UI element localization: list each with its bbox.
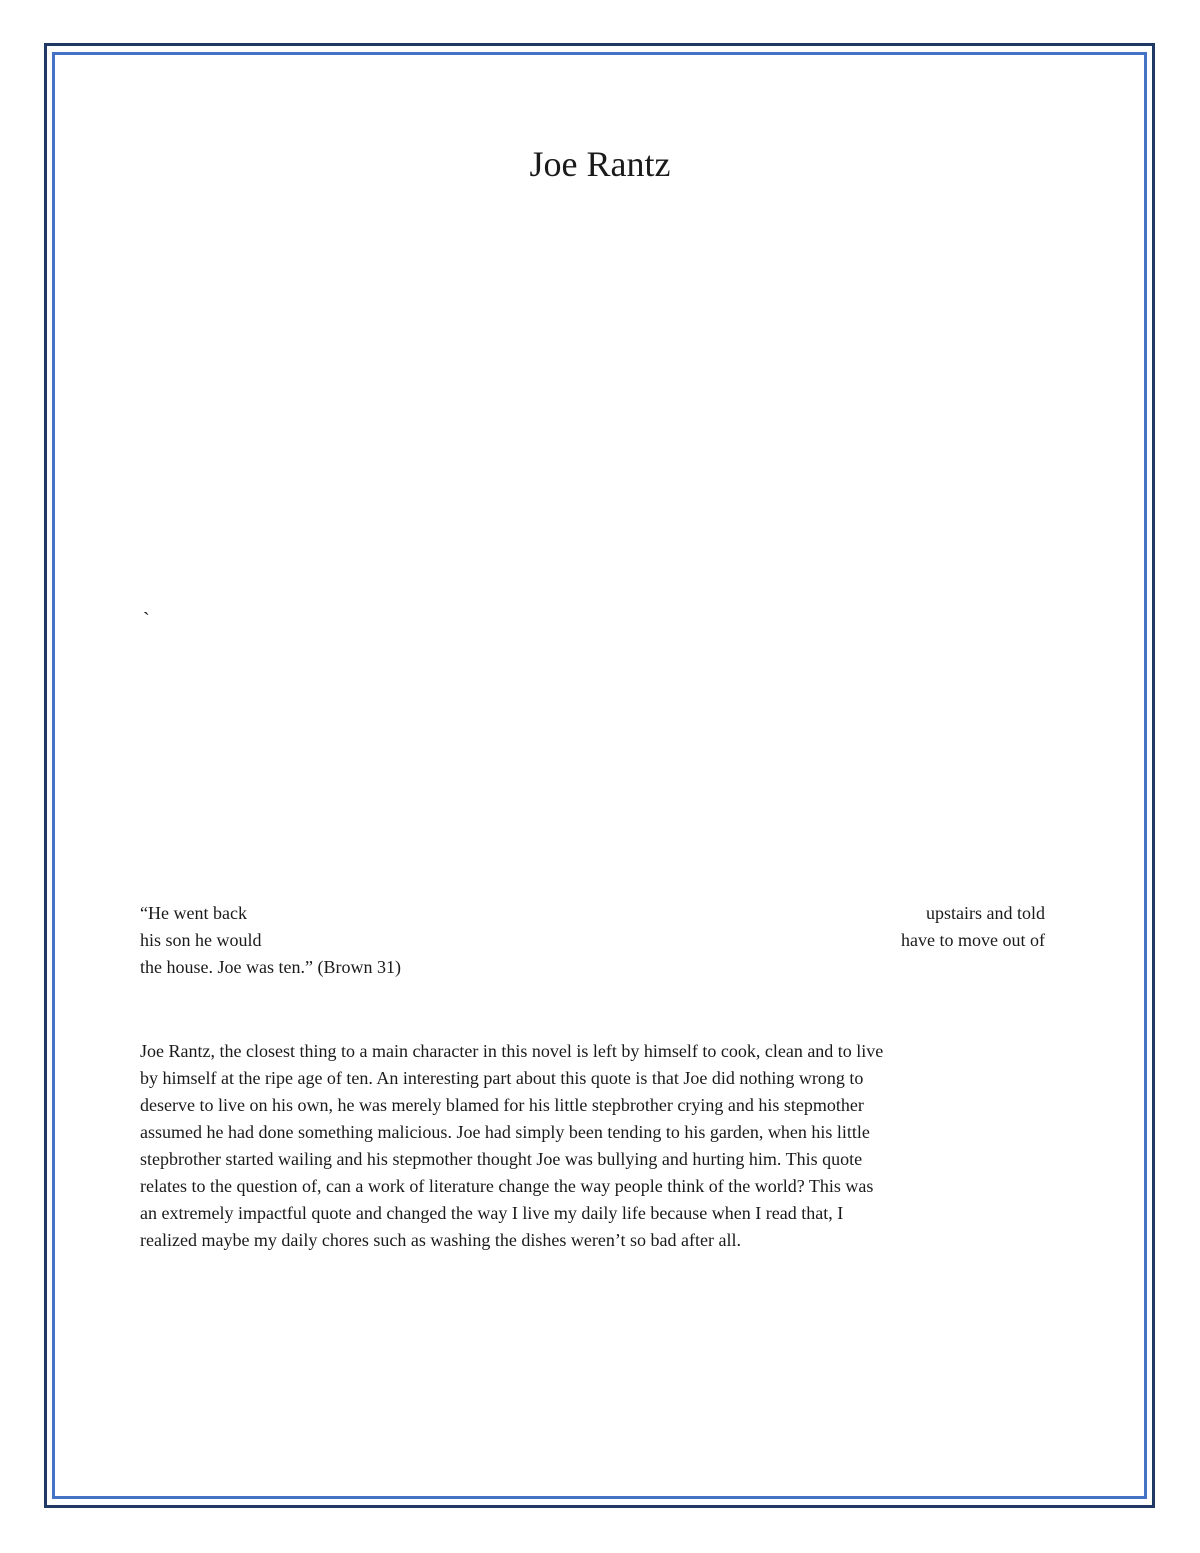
quote-line-1 (140, 900, 1045, 927)
quote-line-2-left: his son he would (140, 930, 262, 950)
body-line: Joe Rantz, the closest thing to a main character in this novel is left by himself to cook, clean and to live (140, 1041, 884, 1061)
quote-line-1-right: upstairs and told (926, 903, 1045, 923)
page-border-inner (52, 52, 1147, 1499)
body-line: relates to the question of, can a work of literature change the way people think of the world? This was (140, 1176, 874, 1196)
quote-line-3-left: the house. Joe was ten.” (Brown 31) (140, 957, 401, 977)
stray-mark: ` (143, 609, 150, 631)
body-line: deserve to live on his own, he was merely blamed for his little stepbrother crying and his stepmother (140, 1095, 864, 1115)
quote-line-2-right: have to move out of (901, 930, 1045, 950)
quote-line-2 (140, 927, 1045, 954)
body-line: an extremely impactful quote and changed the way I live my daily life because when I read that, I (140, 1203, 844, 1223)
body-line: assumed he had done something malicious. Joe had simply been tending to his garden, when his little (140, 1122, 870, 1142)
body-line: stepbrother started wailing and his stepmother thought Joe was bullying and hurting him. This quote (140, 1149, 863, 1169)
body-line: realized maybe my daily chores such as washing the dishes weren’t so bad after all. (140, 1230, 741, 1250)
quote-line-3 (140, 954, 1045, 981)
body-line: by himself at the ripe age of ten. An interesting part about this quote is that Joe did nothing wrong to (140, 1068, 864, 1088)
body-paragraph (140, 1038, 1055, 1254)
quote-line-1-left: “He went back (140, 903, 247, 923)
document-title: Joe Rantz (529, 144, 671, 184)
